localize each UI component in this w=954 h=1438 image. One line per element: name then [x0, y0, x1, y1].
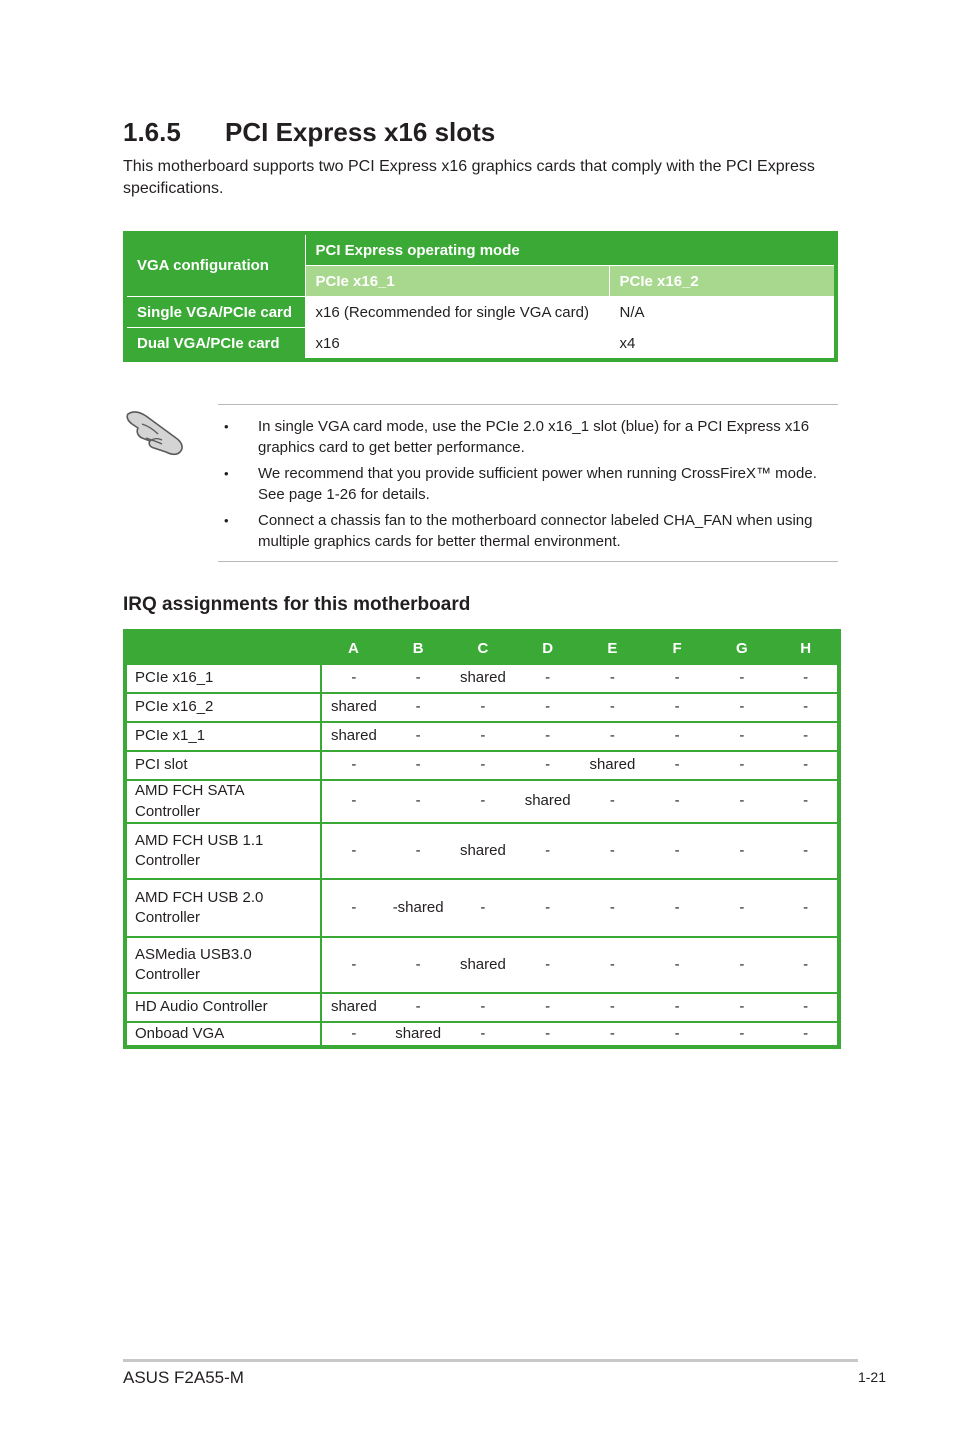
irq-cell: shared	[580, 751, 645, 780]
table-row	[125, 297, 836, 328]
irq-cell: -	[386, 937, 451, 993]
device-cell: ASMedia USB3.0 Controller	[125, 937, 321, 993]
irq-cell: -	[710, 780, 775, 823]
irq-cell: -	[710, 993, 775, 1022]
irq-cell: -	[515, 693, 580, 722]
irq-cell: -	[386, 693, 451, 722]
irq-cell: -	[645, 1022, 710, 1047]
irq-cell: -	[451, 751, 516, 780]
device-cell: HD Audio Controller	[125, 993, 321, 1022]
irq-cell: -	[451, 780, 516, 823]
irq-cell: -	[580, 722, 645, 751]
irq-cell: -	[386, 664, 451, 693]
irq-cell: -	[580, 1022, 645, 1047]
irq-cell: -	[710, 879, 775, 937]
irq-cell: -	[774, 879, 839, 937]
irq-cell: -	[321, 823, 386, 879]
irq-cell: -	[645, 823, 710, 879]
irq-cell: -	[580, 993, 645, 1022]
irq-cell: shared	[451, 664, 516, 693]
row-label: Dual VGA/PCIe card	[125, 328, 305, 361]
irq-cell: -	[645, 780, 710, 823]
irq-cell: -	[580, 823, 645, 879]
irq-cell: -	[515, 993, 580, 1022]
pcie-mode-table	[123, 231, 838, 362]
note-text: We recommend that you provide sufficient power when running CrossFireX™ mode. See page 1-26 for details.	[258, 465, 817, 503]
column-header: D	[515, 631, 580, 664]
irq-cell: -	[580, 879, 645, 937]
irq-cell: -	[710, 751, 775, 780]
irq-cell: -	[580, 780, 645, 823]
irq-cell: -	[451, 722, 516, 751]
device-cell: AMD FCH USB 2.0 Controller	[125, 879, 321, 937]
irq-cell: -	[386, 722, 451, 751]
irq-cell: -	[645, 664, 710, 693]
irq-header-row	[125, 631, 839, 664]
table-row	[125, 328, 836, 361]
irq-cell: -	[321, 879, 386, 937]
irq-cell: -	[580, 937, 645, 993]
irq-cell: -	[710, 693, 775, 722]
irq-cell: -	[515, 1022, 580, 1047]
row-label: Single VGA/PCIe card	[125, 297, 305, 328]
intro-paragraph: This motherboard supports two PCI Express x16 graphics cards that comply with the PCI Express specifications.	[123, 158, 815, 197]
table-cell: N/A	[609, 297, 836, 328]
irq-cell: -	[321, 751, 386, 780]
irq-cell: shared	[386, 1022, 451, 1047]
irq-cell: -	[645, 693, 710, 722]
irq-cell: -	[774, 751, 839, 780]
irq-cell: -	[774, 780, 839, 823]
irq-cell: -	[774, 937, 839, 993]
irq-cell: -	[386, 780, 451, 823]
column-header: A	[321, 631, 386, 664]
pcie-x16-2-header: PCIe x16_2	[609, 266, 836, 297]
irq-cell: -	[386, 823, 451, 879]
irq-cell: -	[774, 664, 839, 693]
irq-cell: -	[321, 780, 386, 823]
column-header: F	[645, 631, 710, 664]
operating-mode-header: PCI Express operating mode	[305, 233, 836, 266]
bullet: •	[224, 466, 229, 481]
irq-cell: -	[774, 722, 839, 751]
device-cell: PCIe x16_1	[125, 664, 321, 693]
irq-cell: shared	[321, 993, 386, 1022]
irq-cell: -	[710, 722, 775, 751]
irq-cell: -	[515, 879, 580, 937]
irq-cell: -	[645, 937, 710, 993]
irq-cell: -	[710, 937, 775, 993]
section-title: PCI Express x16 slots	[225, 117, 496, 147]
irq-cell: -	[321, 664, 386, 693]
irq-cell: -	[645, 993, 710, 1022]
section-number: 1.6.5	[123, 117, 181, 147]
bullet: •	[224, 513, 229, 528]
irq-cell: -	[386, 751, 451, 780]
table-row	[125, 780, 839, 823]
irq-cell: -	[515, 664, 580, 693]
table-row	[125, 937, 839, 993]
corner-cell	[125, 631, 321, 664]
column-header: G	[710, 631, 775, 664]
device-cell: PCIe x1_1	[125, 722, 321, 751]
table-row	[125, 751, 839, 780]
irq-cell: -	[645, 722, 710, 751]
irq-cell: shared	[451, 823, 516, 879]
footer-rule	[123, 1359, 858, 1362]
irq-cell: -	[515, 823, 580, 879]
device-cell: PCIe x16_2	[125, 693, 321, 722]
table-row	[125, 664, 839, 693]
irq-heading: IRQ assignments for this motherboard	[123, 594, 471, 615]
irq-cell: shared	[451, 937, 516, 993]
irq-cell: -	[774, 693, 839, 722]
table-cell: x16 (Recommended for single VGA card)	[305, 297, 609, 328]
device-cell: PCI slot	[125, 751, 321, 780]
footer-model: ASUS F2A55-M	[123, 1368, 244, 1387]
device-cell: AMD FCH SATA Controller	[125, 780, 321, 823]
irq-cell: shared	[515, 780, 580, 823]
column-header: H	[774, 631, 839, 664]
table-cell: x4	[609, 328, 836, 361]
irq-table	[123, 629, 841, 1049]
irq-cell: -	[515, 722, 580, 751]
irq-cell: -	[710, 664, 775, 693]
irq-cell: -	[451, 1022, 516, 1047]
irq-cell: -	[580, 693, 645, 722]
table-row	[125, 993, 839, 1022]
irq-cell: shared	[321, 722, 386, 751]
irq-cell: -	[451, 993, 516, 1022]
column-header: C	[451, 631, 516, 664]
table-row	[125, 879, 839, 937]
irq-cell: -	[451, 879, 516, 937]
irq-cell: -shared	[386, 879, 451, 937]
table-row	[125, 1022, 839, 1047]
table-row	[125, 722, 839, 751]
table-cell: x16	[305, 328, 609, 361]
table-row	[125, 823, 839, 879]
irq-cell: -	[321, 1022, 386, 1047]
hand-note-icon	[124, 408, 186, 458]
note-box	[218, 404, 838, 562]
irq-cell: -	[580, 664, 645, 693]
irq-cell: -	[710, 1022, 775, 1047]
irq-cell: shared	[321, 693, 386, 722]
irq-cell: -	[321, 937, 386, 993]
irq-cell: -	[774, 993, 839, 1022]
vga-config-header: VGA configuration	[125, 233, 305, 297]
irq-cell: -	[451, 693, 516, 722]
device-cell: Onboad VGA	[125, 1022, 321, 1047]
note-text: Connect a chassis fan to the motherboard connector labeled CHA_FAN when using multiple graphics cards for better thermal environment.	[258, 512, 813, 550]
table-row	[125, 693, 839, 722]
irq-cell: -	[774, 823, 839, 879]
irq-cell: -	[386, 993, 451, 1022]
irq-cell: -	[645, 751, 710, 780]
column-header: E	[580, 631, 645, 664]
bullet: •	[224, 419, 229, 434]
page-number: 1-21	[857, 1369, 886, 1385]
irq-cell: -	[774, 1022, 839, 1047]
note-text: In single VGA card mode, use the PCIe 2.0 x16_1 slot (blue) for a PCI Express x16 graphics card to get better performance.	[258, 418, 810, 456]
irq-cell: -	[515, 937, 580, 993]
irq-cell: -	[710, 823, 775, 879]
column-header: B	[386, 631, 451, 664]
device-cell: AMD FCH USB 1.1 Controller	[125, 823, 321, 879]
section-heading	[123, 116, 495, 148]
irq-cell: -	[645, 879, 710, 937]
pcie-x16-1-header: PCIe x16_1	[305, 266, 609, 297]
irq-cell: -	[515, 751, 580, 780]
